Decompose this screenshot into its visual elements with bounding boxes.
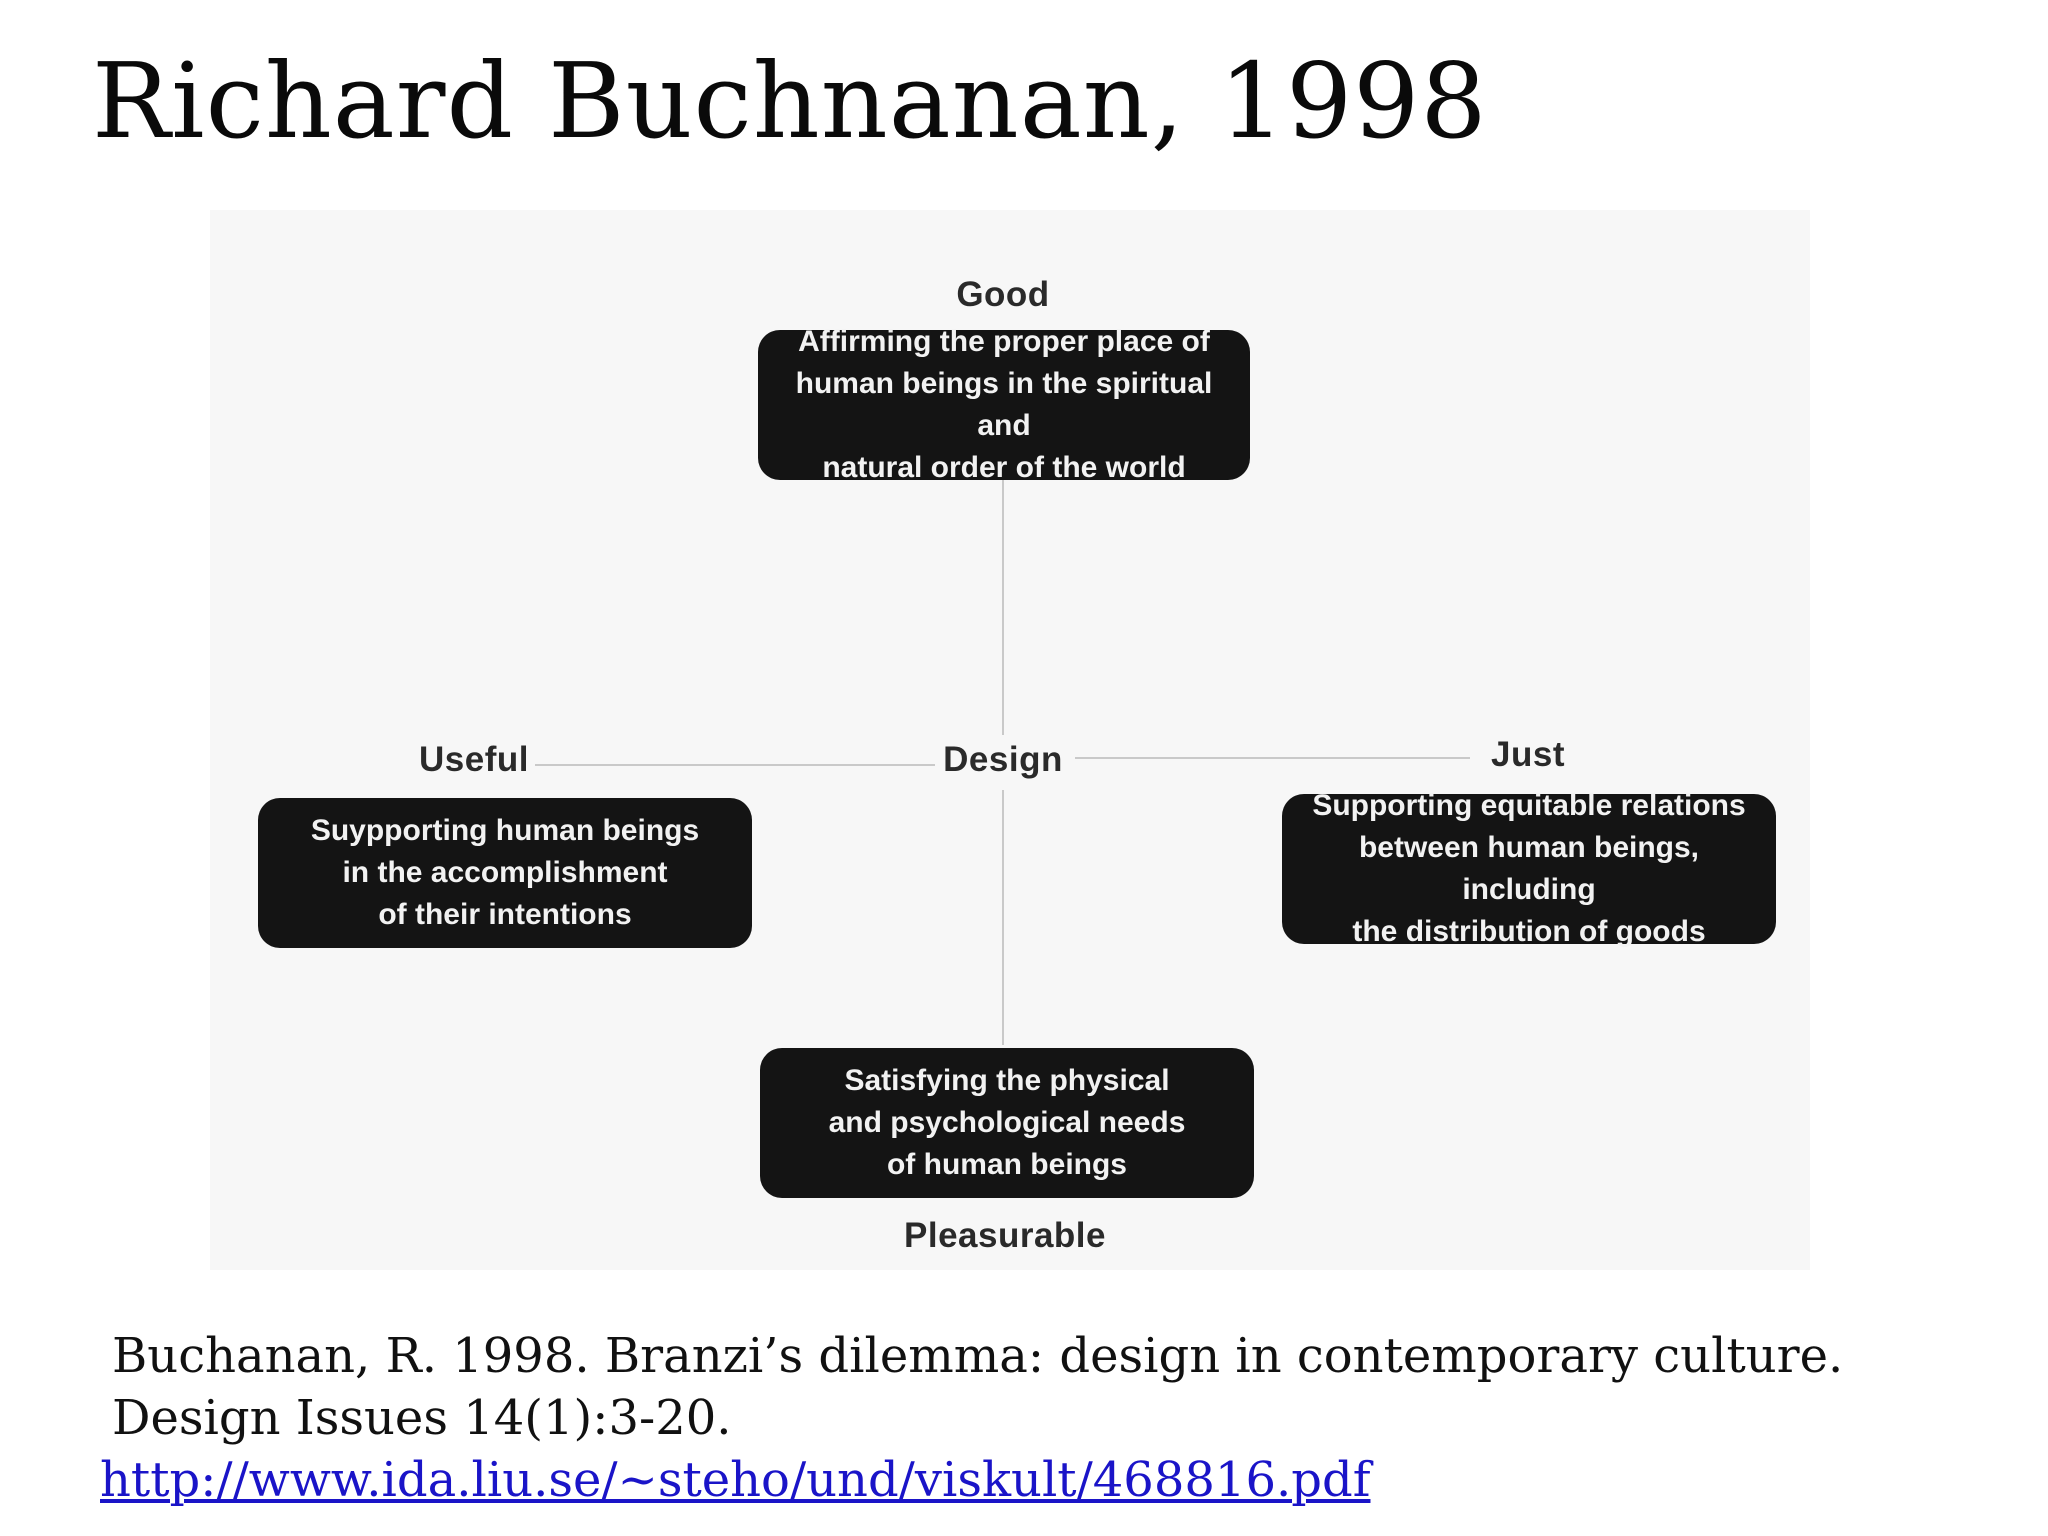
node-label-just: Just — [1491, 735, 1565, 774]
node-box-useful — [258, 798, 752, 948]
slide-title: Richard Buchnanan, 1998 — [92, 40, 1488, 162]
citation-link[interactable]: http://www.ida.liu.se/~steho/und/viskult/468816.pdf — [100, 1452, 1371, 1508]
node-label-good: Good — [956, 275, 1050, 314]
node-box-good — [758, 325, 1250, 484]
citation-line-1: Buchanan, R. 1998. Branzi’s dilemma: design in contemporary culture. — [112, 1328, 1844, 1384]
node-text-pleasurable: Satisfying the physical and psychological needs of human beings — [828, 1064, 1186, 1181]
citation-line-2: Design Issues 14(1):3-20. — [112, 1390, 732, 1446]
diagram-center-label: Design — [943, 740, 1063, 779]
node-label-useful: Useful — [419, 740, 529, 779]
node-text-good: Affirming the proper place of human beings in the spiritual and natural order of the world — [795, 325, 1213, 484]
node-box-pleasurable — [760, 1048, 1254, 1198]
node-box-just — [1282, 789, 1776, 948]
citation — [112, 1325, 1843, 1449]
node-text-just: Supporting equitable relations between human beings, including the distribution of goods — [1312, 789, 1746, 948]
node-label-pleasurable: Pleasurable — [904, 1216, 1106, 1255]
node-text-useful: Suypporting human beings in the accomplishment of their intentions — [310, 814, 700, 931]
